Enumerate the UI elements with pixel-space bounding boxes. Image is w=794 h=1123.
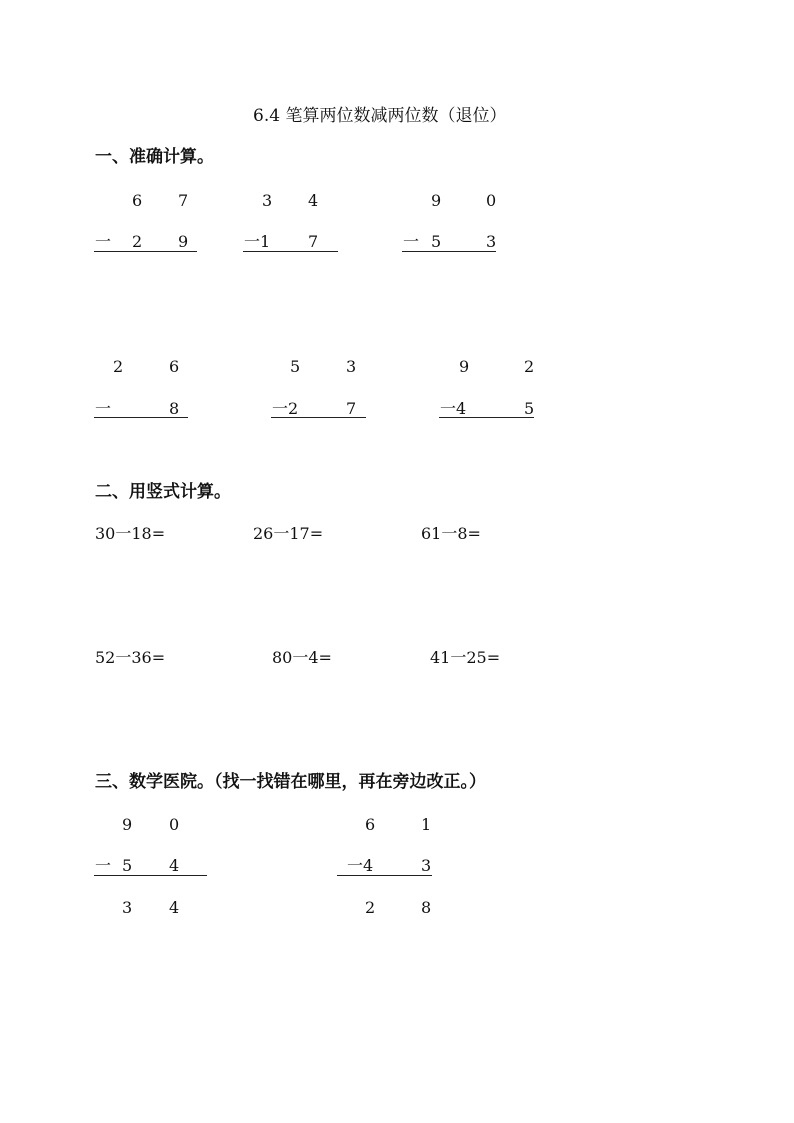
- top-tens-digit: 2: [113, 357, 124, 376]
- answer-line: [271, 417, 366, 418]
- section1-heading: 一、准确计算。: [95, 147, 214, 167]
- expression: 80一4=: [272, 648, 332, 667]
- bottom-tens-digit: 5: [431, 232, 442, 251]
- bottom-ones-digit: 7: [346, 399, 357, 418]
- minus-sign-with-tens: 一1: [244, 232, 271, 251]
- section3-heading: 三、数学医院。（找一找错在哪里，再在旁边改正。）: [95, 772, 486, 792]
- minus-sign-with-tens: 一4: [347, 856, 374, 875]
- bottom-ones-digit: 3: [486, 232, 497, 251]
- result-ones-digit: 8: [421, 898, 432, 917]
- answer-line: [337, 875, 432, 876]
- page-title: 6.4 笔算两位数减两位数（退位）: [253, 106, 507, 126]
- bottom-ones-digit: 5: [524, 399, 535, 418]
- top-tens-digit: 9: [431, 191, 442, 210]
- top-ones-digit: 7: [178, 191, 189, 210]
- top-ones-digit: 2: [524, 357, 535, 376]
- section2-heading: 二、用竖式计算。: [95, 482, 231, 502]
- minus-sign: 一: [95, 856, 112, 875]
- answer-line: [94, 417, 188, 418]
- top-tens-digit: 3: [262, 191, 273, 210]
- minus-sign: 一: [95, 399, 112, 418]
- answer-line: [94, 875, 207, 876]
- minus-sign: 一: [403, 232, 420, 251]
- top-tens-digit: 9: [122, 815, 133, 834]
- answer-line: [439, 417, 534, 418]
- top-ones-digit: 4: [308, 191, 319, 210]
- bottom-ones-digit: 7: [308, 232, 319, 251]
- top-tens-digit: 9: [459, 357, 470, 376]
- top-tens-digit: 6: [132, 191, 143, 210]
- top-ones-digit: 3: [346, 357, 357, 376]
- expression: 52一36=: [95, 648, 166, 667]
- bottom-ones-digit: 9: [178, 232, 189, 251]
- bottom-tens-digit: 5: [122, 856, 133, 875]
- answer-line: [402, 251, 496, 252]
- answer-line: [243, 251, 338, 252]
- top-tens-digit: 5: [290, 357, 301, 376]
- bottom-ones-digit: 4: [169, 856, 180, 875]
- answer-line: [94, 251, 197, 252]
- expression: 41一25=: [430, 648, 501, 667]
- minus-sign-with-tens: 一2: [272, 399, 299, 418]
- result-tens-digit: 2: [365, 898, 376, 917]
- bottom-ones-digit: 8: [169, 399, 180, 418]
- bottom-tens-digit: 2: [132, 232, 143, 251]
- top-ones-digit: 0: [486, 191, 497, 210]
- minus-sign: 一: [95, 232, 112, 251]
- top-ones-digit: 1: [421, 815, 432, 834]
- result-tens-digit: 3: [122, 898, 133, 917]
- top-ones-digit: 6: [169, 357, 180, 376]
- top-tens-digit: 6: [365, 815, 376, 834]
- top-ones-digit: 0: [169, 815, 180, 834]
- expression: 30一18=: [95, 524, 166, 543]
- expression: 26一17=: [253, 524, 324, 543]
- minus-sign-with-tens: 一4: [440, 399, 467, 418]
- bottom-ones-digit: 3: [421, 856, 432, 875]
- expression: 61一8=: [421, 524, 481, 543]
- result-ones-digit: 4: [169, 898, 180, 917]
